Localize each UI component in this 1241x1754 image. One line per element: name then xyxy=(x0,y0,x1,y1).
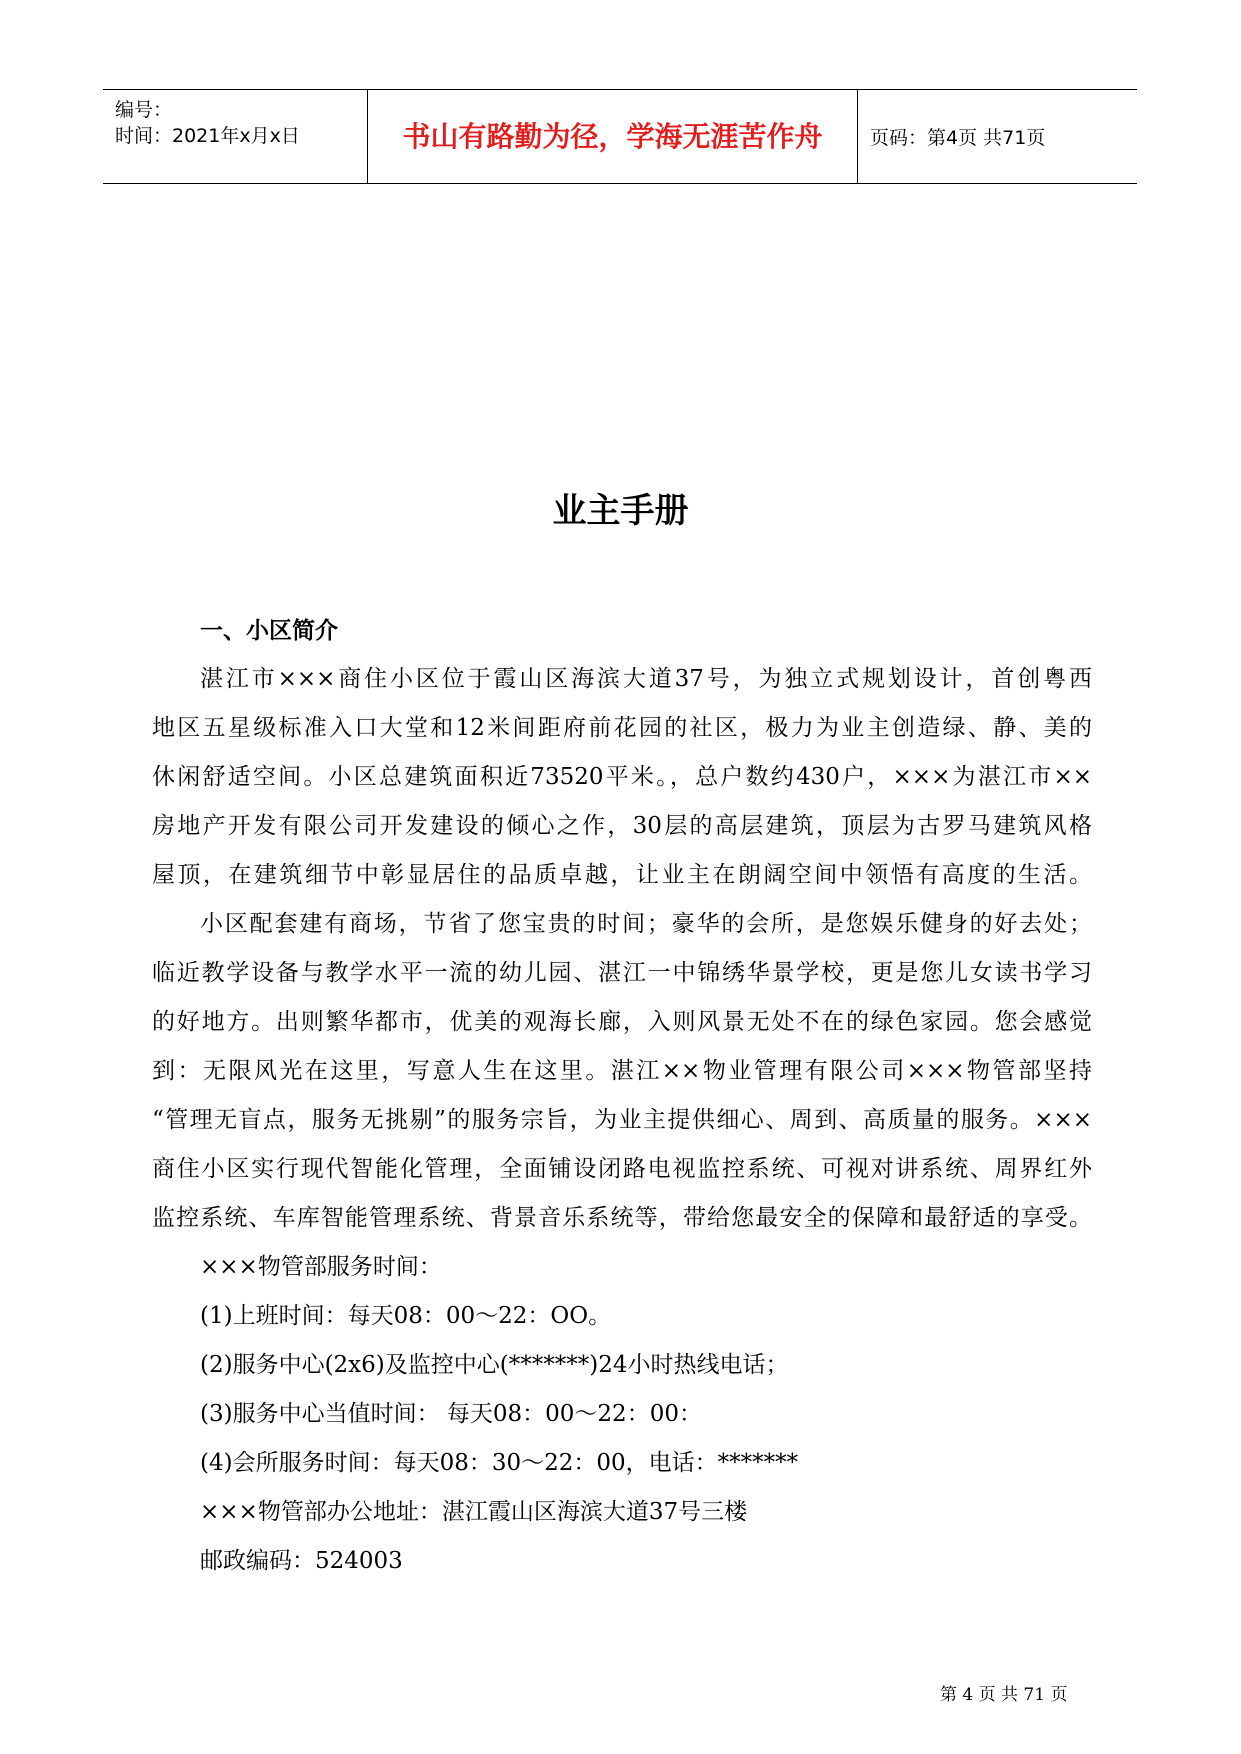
service-line: (2)服务中心(2x6)及监控中心(*******)24小时热线电话； xyxy=(200,1352,789,1378)
paragraph-line: “管理无盲点，服务无挑剔”的服务宗旨，为业主提供细心、周到、高质量的服务。××× xyxy=(152,1107,1092,1133)
paragraph-line: 到：无限风光在这里，写意人生在这里。湛江××物业管理有限公司×××物管部坚持 xyxy=(152,1058,1092,1084)
service-line: (4)会所服务时间：每天08：30～22：00，电话：******* xyxy=(200,1450,799,1476)
header-left-cell xyxy=(103,90,368,183)
page-footer: 第 4 页 共 71 页 xyxy=(940,1685,1068,1705)
number-label: 编号： xyxy=(115,99,173,121)
service-line: (1)上班时间：每天08：00～22：OO。 xyxy=(200,1303,612,1329)
motto-text: 书山有路勤为径，学海无涯苦作舟 xyxy=(402,120,823,153)
header-motto-cell xyxy=(368,90,858,183)
service-line: (3)服务中心当值时间： 每天08：00～22：00： xyxy=(200,1401,702,1427)
section-title: 一、小区简介 xyxy=(200,618,338,644)
paragraph-line: 休闲舒适空间。小区总建筑面积近73520平米。，总户数约430户，×××为湛江市×× xyxy=(152,764,1092,790)
paragraph-line: 湛江市×××商住小区位于霞山区海滨大道37号，为独立式规划设计，首创粤西 xyxy=(200,666,1092,692)
paragraph-line: 小区配套建有商场，节省了您宝贵的时间；豪华的会所，是您娱乐健身的好去处； xyxy=(200,911,1092,937)
paragraph-line: 商住小区实行现代智能化管理，全面铺设闭路电视监控系统、可视对讲系统、周界红外 xyxy=(152,1156,1092,1182)
header-page-cell xyxy=(858,90,1137,183)
time-label: 时间：2021年x月x日 xyxy=(115,125,300,147)
document-header xyxy=(103,89,1137,184)
paragraph-line: 的好地方。出则繁华都市，优美的观海长廊，入则风景无处不在的绿色家园。您会感觉 xyxy=(152,1009,1092,1035)
service-line: ×××物管部办公地址：湛江霞山区海滨大道37号三楼 xyxy=(200,1499,748,1525)
paragraph-line: 临近教学设备与教学水平一流的幼儿园、湛江一中锦绣华景学校，更是您儿女读书学习 xyxy=(152,960,1092,986)
paragraph-line: 房地产开发有限公司开发建设的倾心之作，30层的高层建筑，顶层为古罗马建筑风格 xyxy=(152,813,1092,839)
document-title: 业主手册 xyxy=(552,491,689,531)
paragraph-line: 监控系统、车库智能管理系统、背景音乐系统等，带给您最安全的保障和最舒适的享受。 xyxy=(152,1205,1092,1231)
paragraph-line: 屋顶，在建筑细节中彰显居住的品质卓越，让业主在朗阔空间中领悟有高度的生活。 xyxy=(152,862,1092,888)
page-info: 页码：第4页 共71页 xyxy=(870,127,1046,149)
paragraph-line: 地区五星级标准入口大堂和12米间距府前花园的社区，极力为业主创造绿、静、美的 xyxy=(152,715,1092,741)
service-line: 邮政编码：524003 xyxy=(200,1548,403,1574)
service-line: ×××物管部服务时间： xyxy=(200,1254,442,1280)
